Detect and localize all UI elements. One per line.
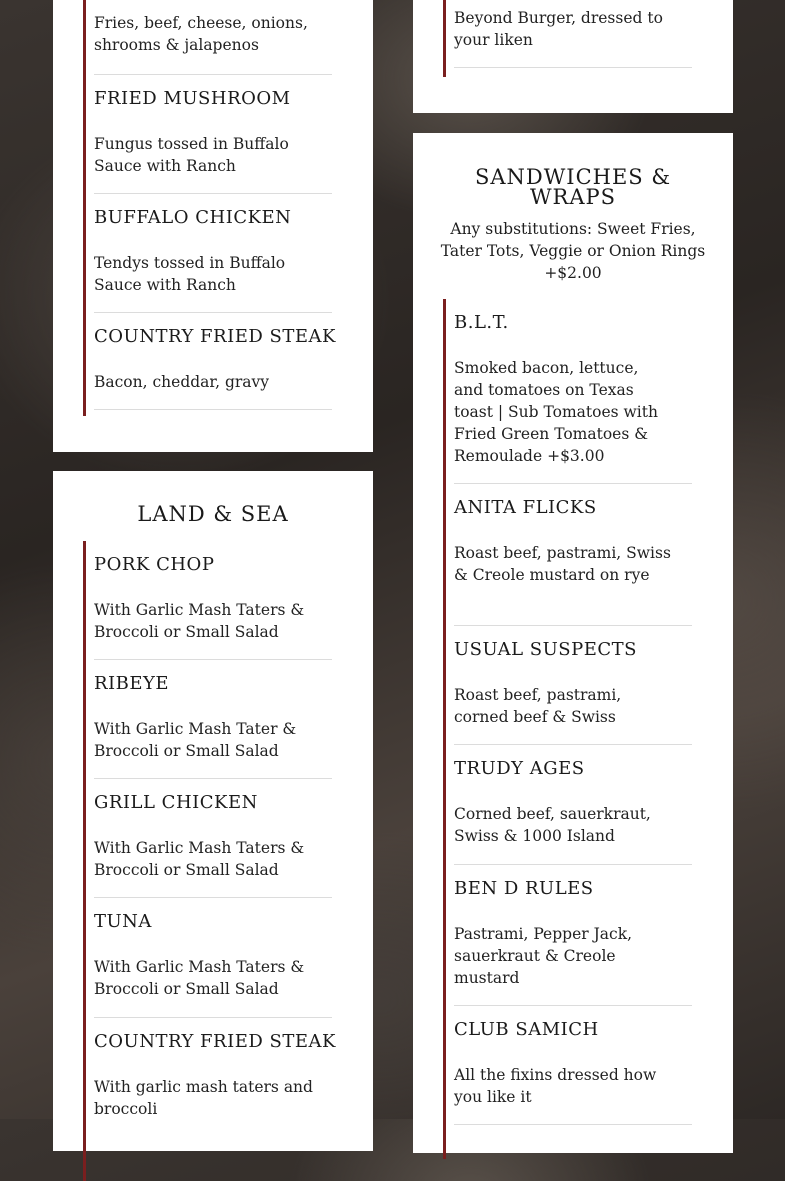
menu-item-description: Bacon, cheddar, gravy	[94, 373, 270, 391]
menu-item	[94, 75, 332, 194]
menu-item-name: TRUDY AGES	[454, 758, 585, 779]
menu-item	[94, 898, 332, 1018]
menu-item-description: Roast beef, pastrami, corned beef & Swiss	[454, 686, 622, 726]
menu-item-name: CLUB SAMICH	[454, 1019, 599, 1040]
menu-item-description: Roast beef, pastrami, Swiss & Creole mustard on rye	[454, 544, 671, 584]
appetizers-card	[53, 0, 373, 452]
menu-item	[94, 541, 332, 660]
menu-item	[94, 313, 336, 410]
menu-item-description: Beyond Burger, dressed to your liken	[454, 9, 663, 49]
menu-item-list	[443, 0, 703, 77]
menu-item-description: With Garlic Mash Taters & Broccoli or Small Salad	[94, 601, 305, 641]
menu-item-name: RIBEYE	[94, 673, 170, 694]
menu-item-description: Pastrami, Pepper Jack, sauerkraut & Creole mustard	[454, 925, 633, 987]
menu-item-description: With Garlic Mash Tater & Broccoli or Small Salad	[94, 720, 297, 760]
menu-item-description: All the fixins dressed how you like it	[454, 1066, 657, 1106]
menu-item-description: With garlic mash taters and broccoli	[94, 1078, 313, 1118]
section-title: SANDWICHES & WRAPS	[474, 165, 672, 209]
menu-item	[94, 660, 332, 779]
menu-item-description: With Garlic Mash Taters & Broccoli or Small Salad	[94, 958, 305, 998]
menu-item-list	[443, 299, 703, 1159]
menu-item-description: Smoked bacon, lettuce, and tomatoes on Texas toast | Sub Tomatoes with Fried Green Tomatoes & Remoulade +$3.00	[454, 359, 658, 465]
menu-item-description: Tendys tossed in Buffalo Sauce with Ranch	[94, 254, 286, 294]
menu-item	[94, 0, 332, 75]
section-note: Any substitutions: Sweet Fries, Tater Tots, Veggie or Onion Rings +$2.00	[440, 220, 706, 282]
menu-item-name: B.L.T.	[454, 312, 509, 333]
sandwiches-and-wraps-card	[413, 133, 733, 1153]
menu-item-description: Fries, beef, cheese, onions, shrooms & jalapenos	[94, 14, 308, 54]
menu-item-description: With Garlic Mash Taters & Broccoli or Small Salad	[94, 839, 305, 879]
menu-item-name: ANITA FLICKS	[454, 497, 597, 518]
menu-item-name: USUAL SUSPECTS	[454, 639, 637, 660]
menu-item-name: BEN D RULES	[454, 878, 594, 899]
menu-item	[94, 779, 332, 898]
menu-item-list	[83, 0, 343, 416]
burgers-card	[413, 0, 733, 113]
menu-item	[454, 865, 692, 1006]
menu-item-name: GRILL CHICKEN	[94, 792, 258, 813]
menu-item-name: COUNTRY FRIED STEAK	[94, 326, 336, 347]
section-title: LAND & SEA	[137, 502, 289, 526]
menu-item-name: TUNA	[94, 911, 152, 932]
menu-item-description: Fungus tossed in Buffalo Sauce with Ranch	[94, 135, 289, 175]
menu-item	[94, 194, 332, 313]
menu-item	[454, 1006, 692, 1125]
land-and-sea-card	[53, 471, 373, 1151]
menu-item-name: PORK CHOP	[94, 554, 215, 575]
menu-item	[454, 626, 692, 745]
menu-item-name: FRIED MUSHROOM	[94, 88, 291, 109]
menu-item-name: COUNTRY FRIED STEAK	[94, 1031, 336, 1052]
menu-item-description: Corned beef, sauerkraut, Swiss & 1000 Island	[454, 805, 651, 845]
menu-item	[454, 484, 692, 626]
menu-item	[454, 0, 692, 68]
menu-item-name: BUFFALO CHICKEN	[94, 207, 292, 228]
menu-item-list	[83, 541, 343, 1181]
menu-item	[454, 745, 692, 865]
menu-item	[454, 299, 692, 484]
menu-item	[94, 1018, 336, 1148]
